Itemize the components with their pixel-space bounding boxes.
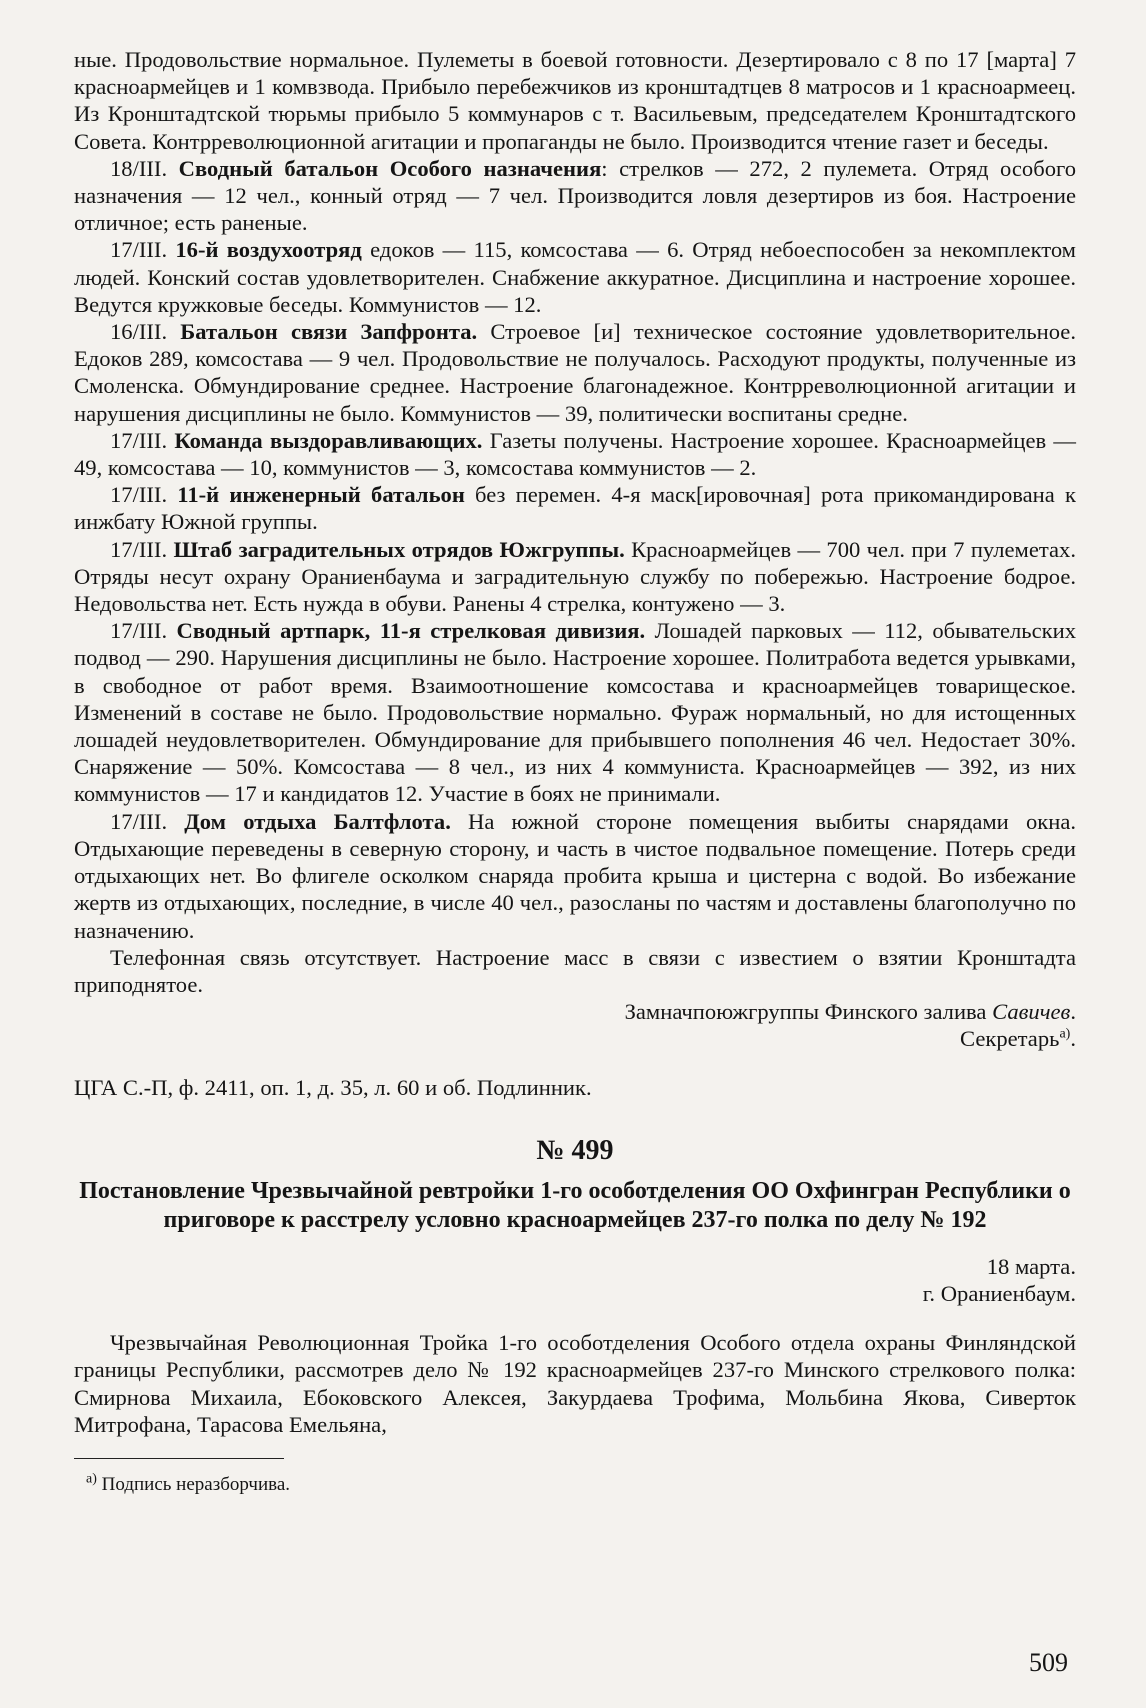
entry-date: 17/III. (110, 427, 175, 453)
entry-unit: Команда выздоравливающих. (174, 427, 483, 453)
entry-text: На южной стороне помещения выбиты снарядами окна. Отдыхающие переведены в северную сторону, и часть в чистое подвальное помещение. Потерь среди отдыхающих нет. Во флигеле осколком снаряда пробита крыша и цистерна с водой. Во избежание жертв из отдыхающих, последние, в числе 40 чел., разосланы по частям и доставлены благополучно по назначению. (74, 808, 1076, 943)
report-entry (74, 236, 1076, 318)
entry-text: Газеты получены. Настроение хорошее. Красноармейцев — 49, комсостава — 10, коммунистов — 3, комсостава коммунистов — 2. (74, 427, 1076, 481)
entry-unit: 16-й воздухоотряд (175, 237, 362, 263)
document-date: 18 марта. (986, 1253, 1076, 1279)
report-entry (74, 536, 1076, 618)
entry-unit: Дом отдыха Балтфлота. (184, 808, 451, 834)
document-number: № 499 (536, 1134, 614, 1166)
report-entry (74, 427, 1076, 481)
entry-date: 16/III. (110, 319, 181, 345)
entry-text: без перемен. 4-я маск[ировочная] рота прикомандирована к инжбату Южной группы. (74, 482, 1076, 535)
entry-unit: Сводный батальон Особого назначения (178, 155, 602, 181)
entry-date: 17/III. (110, 808, 185, 834)
entry-date: 17/III. (110, 237, 176, 263)
entry-unit: 11-й инженерный батальон (177, 482, 465, 508)
footnote-text: Подпись неразборчива. (101, 1473, 291, 1495)
secretary-line: Секретарь$^{а)}$. (959, 1026, 1076, 1052)
footnote-divider (74, 1458, 284, 1459)
entry-text: Красноармейцев — 700 чел. при 7 пулеметах. Отряды несут охрану Ораниенбаума и заградительную службу по побережью. Настроение бодрое. Недовольства нет. Есть нужда в обуви. Ранены 4 стрелка, контужено — 3. (74, 536, 1076, 617)
entry-unit: Штаб заградительных отрядов Южгруппы. (173, 536, 625, 562)
signature-name: Савичев (992, 999, 1071, 1025)
report-entry (74, 155, 1076, 237)
paragraph-continuation: ные. Продовольствие нормальное. Пулеметы в боевой готовности. Дезертировало с 8 по 17 [марта] 7 красноармейцев и 1 комвзвода. Прибыло перебежчиков из кронштадтцев 8 матросов и 1 красноармеец. Из Кронштадтской тюрьмы прибыло 5 коммунаров с т. Васильевым, председателем Кронштадтского Совета. Контрреволюционной агитации и пропаганды не было. Производится чтение газет и беседы. (74, 47, 1076, 154)
page-number: 509 (1029, 1648, 1068, 1677)
footnote-mark: а) (86, 1471, 97, 1487)
document-title: Постановление Чрезвычайной ревтройки 1-го особотделения ОО Охфингран Республики о приговоре к расстрелу условно красноармейцев 237-го полка по делу № 192 (79, 1177, 1071, 1233)
entry-date: 17/III. (110, 536, 174, 562)
entry-unit: Батальон связи Запфронта. (180, 319, 478, 345)
signature-role: Замначпоюжгруппы Финского залива (624, 999, 993, 1025)
footnote (74, 1473, 1076, 1497)
entry-text: Строевое [и] техническое состояние удовлетворительное. Едоков 289, комсостава — 9 чел. Продовольствие не получалось. Расходуют продукты, полученные из Смоленска. Обмундирование среднее. Настроение благонадежное. Контрреволюционной агитации и нарушения дисциплины не было. Коммунистов — 39, политически воспитаны средне. (74, 319, 1076, 426)
archive-reference: ЦГА С.-П, ф. 2411, оп. 1, д. 35, л. 60 и об. Подлинник. (74, 1074, 592, 1100)
entry-text: Лошадей парковых — 112, обывательских подвод — 290. Нарушения дисциплины не было. Настроение хорошее. Политработа ведется урывками, в свободное от работ время. Взаимоотношение комсостава и красноармейцев товарищеское. Изменений в составе не было. Продовольствие нормально. Фураж нормальный, но для истощенных лошадей неудовлетворителен. Обмундирование для прибывшего пополнения 46 чел. Недостает 30%. Снаряжение — 50%. Комсостава — 8 чел., из них 4 коммуниста. Красноармейцев — 392, из них коммунистов — 17 и кандидатов 12. Участие в боях не принимали. (74, 618, 1077, 807)
document-text: Чрезвычайная Революционная Тройка 1-го особотделения Особого отдела охраны Финляндской границы Республики, рассмотрев дело № 192 красноармейцев 237-го Минского стрелкового полка: Смирнова Михаила, Ебоковского Алексея, Закурдаева Трофима, Мольбина Якова, Сиверток Митрофана, Тарасова Емельяна, (74, 1330, 1076, 1437)
entry-date: 17/III. (110, 618, 177, 644)
report-entry (74, 808, 1076, 944)
signature-line: Замначпоюжгруппы Финского залива Савичев. (624, 999, 1076, 1025)
report-entry (74, 318, 1076, 427)
document-place: г. Ораниенбаум. (922, 1280, 1076, 1306)
closing-paragraph: Телефонная связь отсутствует. Настроение масс в связи с известием о взятии Кронштадта приподнятое. (74, 944, 1076, 997)
secretary-label: Секретарь (959, 1026, 1060, 1052)
entry-date: 17/III. (110, 482, 178, 508)
entry-text: : стрелков — 272, 2 пулемета. Отряд особого назначения — 12 чел., конный отряд — 7 чел. Производится ловля дезертиров из боя. Настроение отличное; есть раненые. (74, 155, 1076, 236)
footnote-marker: а) (1059, 1026, 1071, 1042)
report-entry (74, 481, 1076, 535)
entry-unit: Сводный артпарк, 11-я стрелковая дивизия. (176, 618, 646, 644)
entry-text: едоков — 115, комсостава — 6. Отряд небоеспособен за некомплектом людей. Конский состав удовлетворителен. Снабжение аккуратное. Дисциплина и настроение хорошее. Ведутся кружковые беседы. Коммунистов — 12. (74, 237, 1076, 317)
report-entry (74, 617, 1076, 807)
entry-date: 18/III. (110, 155, 179, 181)
